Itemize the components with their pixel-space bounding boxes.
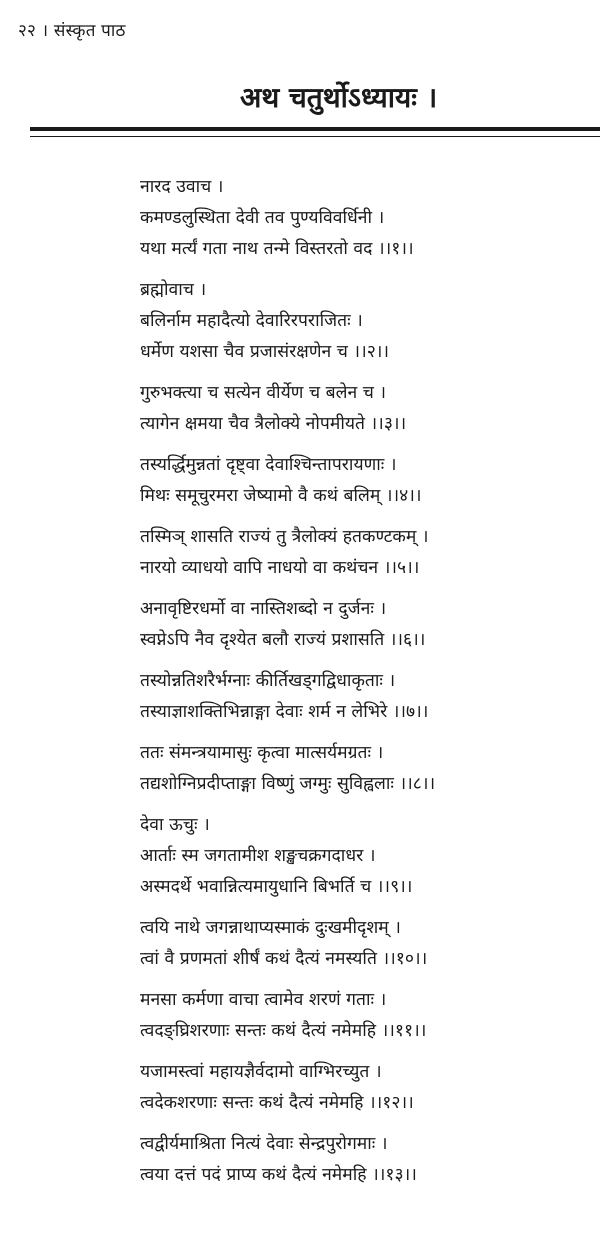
verse-line: ब्रह्मोवाच । — [140, 280, 207, 300]
chapter-title: अथ चतुर्थोऽध्यायः । — [240, 81, 438, 114]
verse-line: मिथः समूचुरमरा जेष्यामो वै कथं बलिम् ।।४।। — [140, 486, 422, 506]
verse-line: नारयो व्याधयो वापि नाधयो वा कथंचन ।।५।। — [140, 558, 420, 578]
verse-line: तस्यर्द्धिमुन्नतां दृष्ट्वा देवाश्चिन्तापरायणाः । — [140, 455, 397, 475]
stanza — [140, 594, 590, 656]
verse-line: यजामस्त्वां महायज्ञैर्वदामो वाग्भिरच्युत । — [140, 1062, 382, 1082]
stanza — [140, 275, 590, 368]
stanza — [140, 522, 590, 584]
verse-line: मनसा कर्मणा वाचा त्वामेव शरणं गताः । — [140, 990, 387, 1010]
verse-line: त्वदेकशरणाः सन्तः कथं दैत्यं नमेमहि ।।१२।। — [140, 1093, 414, 1113]
verse-line: तस्मिञ् शासति राज्यं तु त्रैलोक्यं हतकण्टकम् । — [140, 527, 429, 547]
stanza — [140, 666, 590, 728]
verse-line: आर्ताः स्म जगतामीश शङ्खचक्रगदाधर । — [140, 846, 376, 866]
verse-line: त्वां वै प्रणमतां शीर्षं कथं दैत्यं नमस्यति ।।१०।। — [140, 949, 428, 969]
page-header: २२ । संस्कृत पाठ — [18, 21, 126, 41]
verse-line: कमण्डलुस्थिता देवी तव पुण्यविवर्धिनी । — [140, 208, 385, 228]
title-rule-thick — [30, 127, 600, 131]
verse-line: अस्मदर्थे भवान्नित्यमायुधानि बिभर्ति च ।।९।। — [140, 877, 413, 897]
verse-line: अनावृष्टिरधर्मो वा नास्तिशब्दो न दुर्जनः । — [140, 599, 387, 619]
verse-line: नारद उवाच । — [140, 177, 224, 197]
verse-line: तस्योन्नतिशरैर्भग्नाः कीर्तिखड्गद्विधाकृताः । — [140, 671, 396, 691]
stanza — [140, 913, 590, 975]
stanza — [140, 1057, 590, 1119]
stanza — [140, 172, 590, 265]
verse-line: स्वप्नेऽपि नैव दृश्येत बलौ राज्यं प्रशासति ।।६।। — [140, 630, 426, 650]
verse-line: यथा मर्त्यं गता नाथ तन्मे विस्तरतो वद ।।१।। — [140, 239, 414, 259]
verse-line: गुरुभक्त्या च सत्येन वीर्येण च बलेन च । — [140, 383, 387, 403]
verse-line: बलिर्नाम महादैत्यो देवारिरपराजितः । — [140, 311, 363, 331]
title-rule-thin — [30, 136, 600, 137]
verse-line: त्वदङ्घ्रिशरणाः सन्तः कथं दैत्यं नमेमहि ।।११।। — [140, 1021, 427, 1041]
verse-line: धर्मेण यशसा चैव प्रजासंरक्षणेन च ।।२।। — [140, 342, 390, 362]
stanza — [140, 985, 590, 1047]
stanza — [140, 738, 590, 800]
verse-line: त्यागेन क्षमया चैव त्रैलोक्ये नोपमीयते ।।३।। — [140, 414, 407, 434]
verse-line: त्वद्वीर्यमाश्रिता नित्यं देवाः सेन्द्रपुरोगमाः । — [140, 1134, 388, 1154]
verse-line: तद्यशोग्निप्रदीप्ताङ्गा विष्णुं जग्मुः सुविह्वलाः ।।८।। — [140, 774, 436, 794]
verse-line: त्वयि नाथे जगन्नाथाप्यस्माकं दुःखमीदृशम् । — [140, 918, 401, 938]
stanza — [140, 810, 590, 903]
verse-line: तस्याज्ञाशक्तिभिन्नाङ्गा देवाः शर्म न लेभिरे ।।७।। — [140, 702, 429, 722]
stanza — [140, 450, 590, 512]
verses-body — [140, 172, 590, 1201]
verse-line: ततः संमन्त्रयामासुः कृत्वा मात्सर्यमग्रतः । — [140, 743, 384, 763]
verse-line: देवा ऊचुः । — [140, 815, 210, 835]
stanza — [140, 1129, 590, 1191]
stanza — [140, 378, 590, 440]
verse-line: त्वया दत्तं पदं प्राप्य कथं दैत्यं नमेमहि ।।१३।। — [140, 1165, 417, 1185]
